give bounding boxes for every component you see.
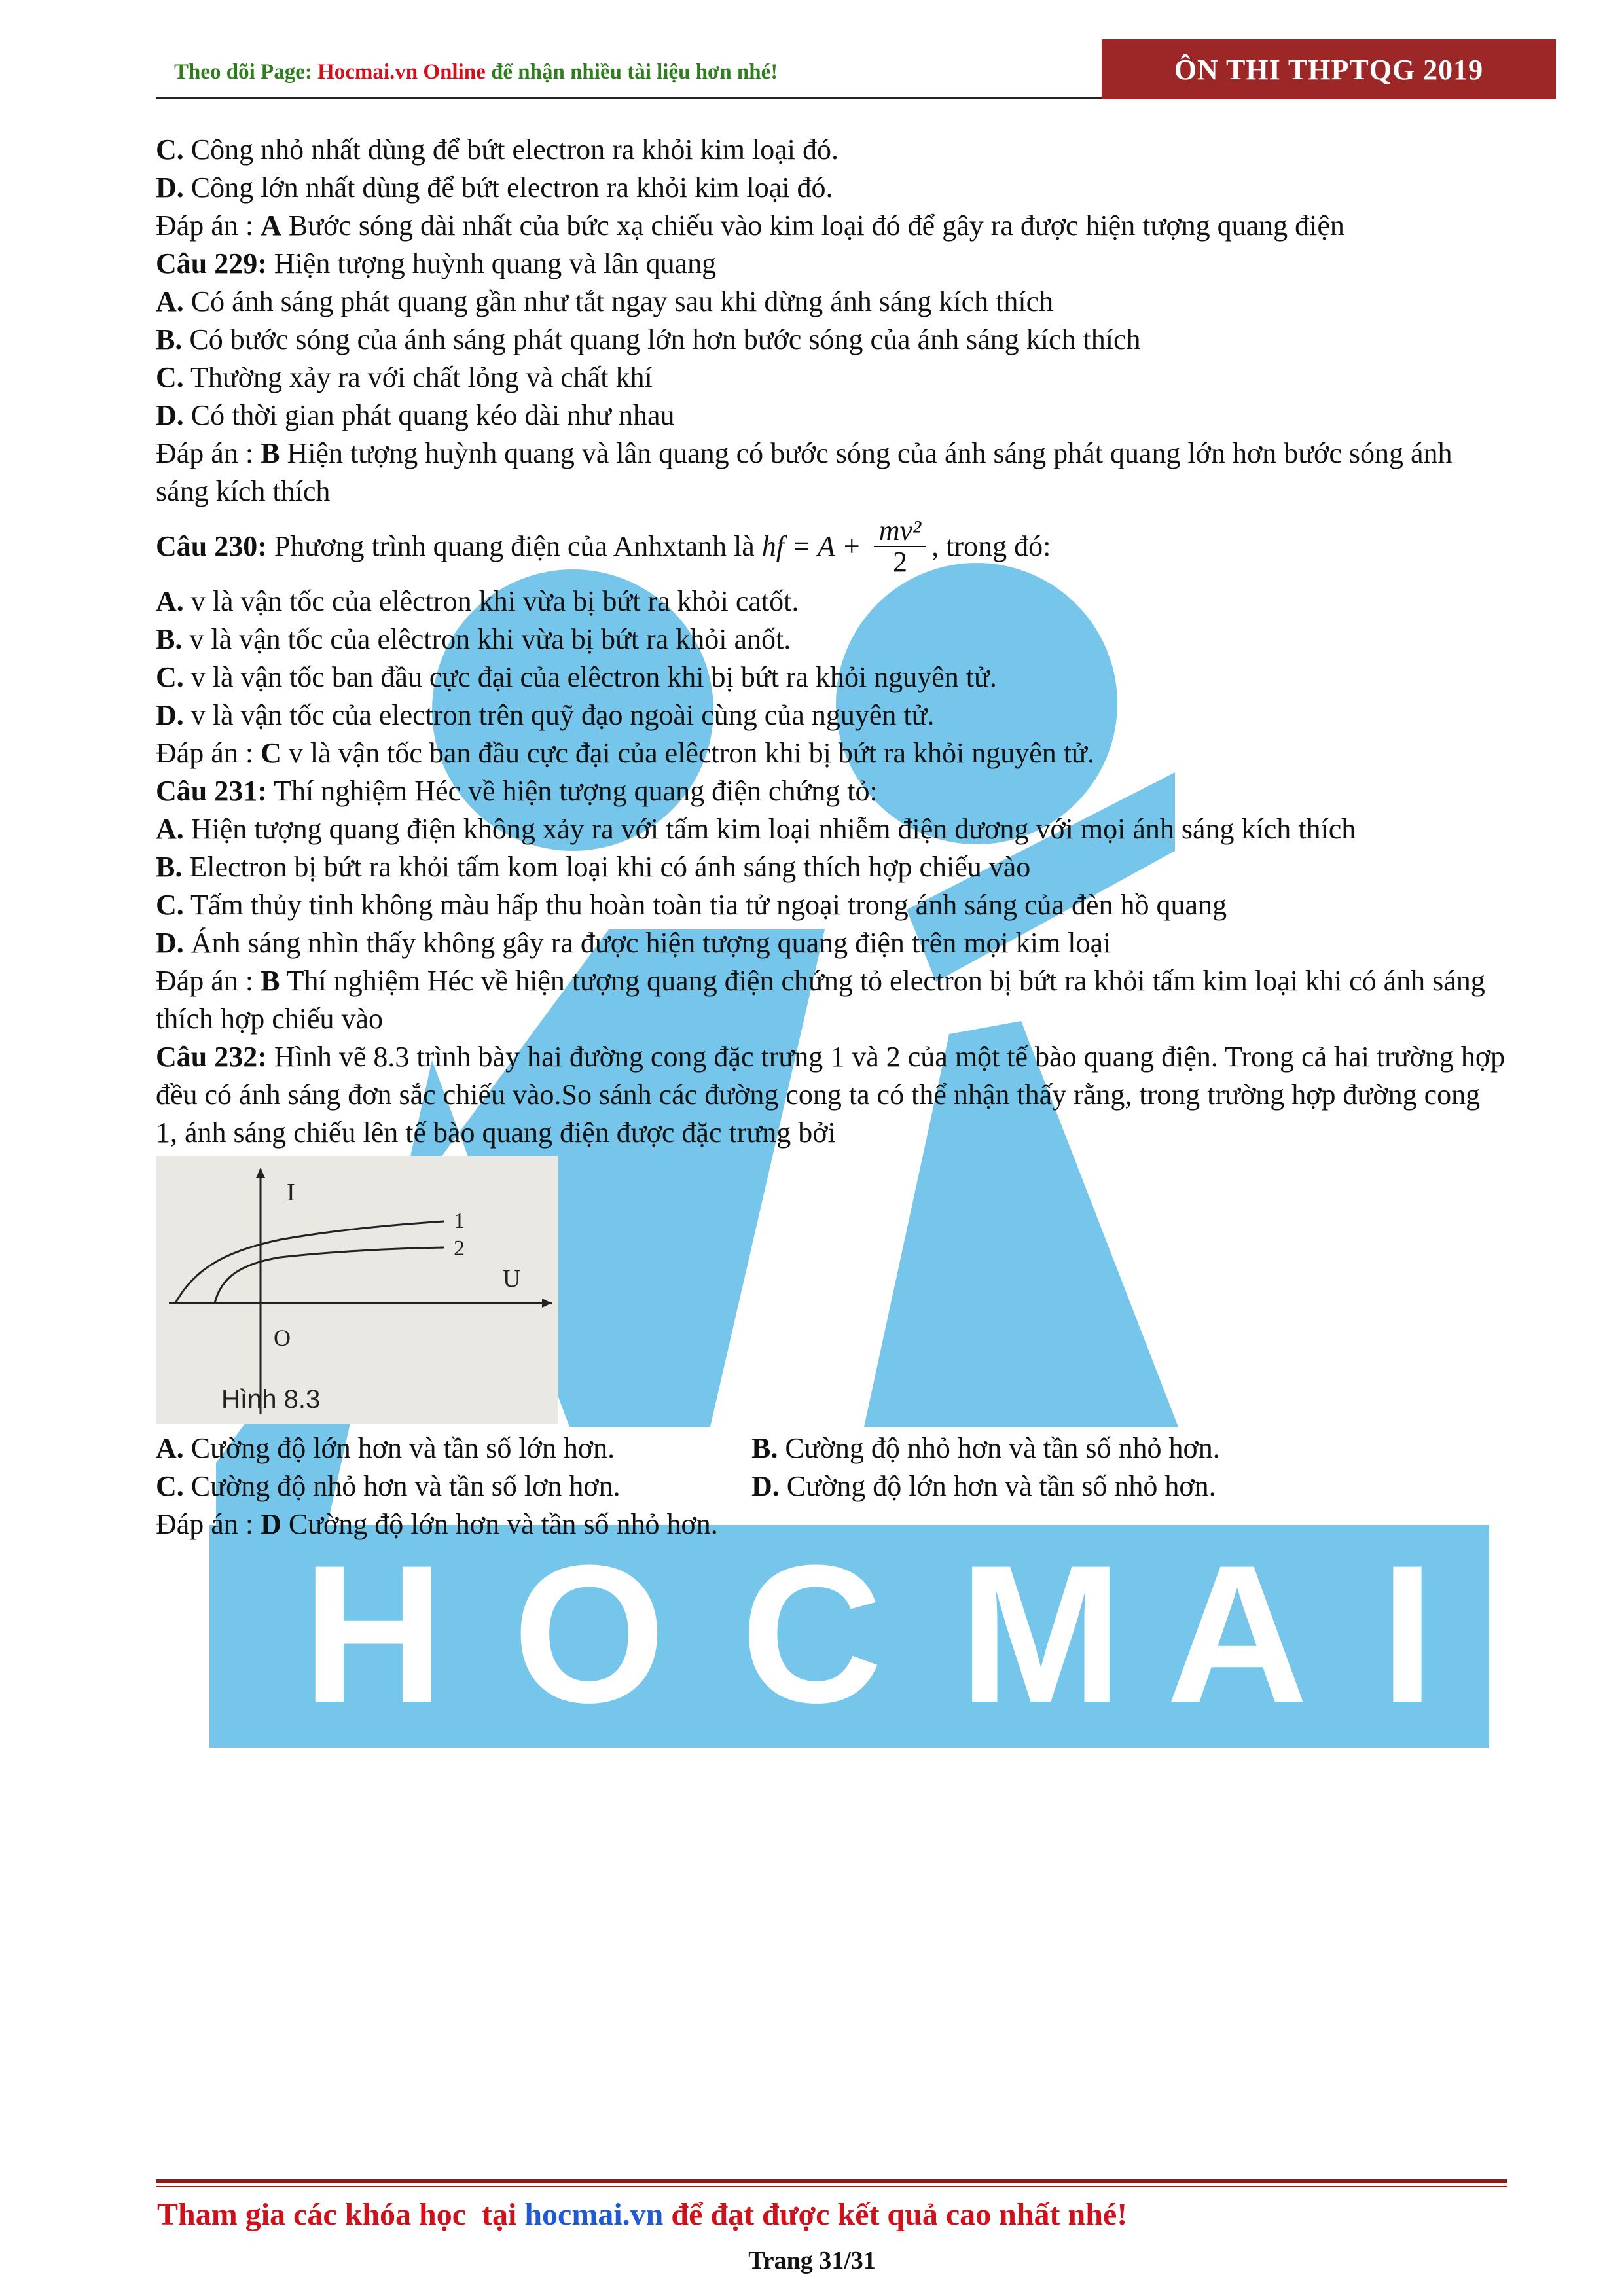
bold-label: C: [261, 737, 281, 769]
answer-line: [156, 734, 1507, 772]
text-span: Cường độ lớn hơn và tần số nhỏ hơn.: [281, 1508, 718, 1540]
question-232: [156, 1038, 1507, 1152]
bold-label: B.: [156, 323, 183, 355]
text-span: Công lớn nhất dùng để bứt electron ra khỏi kim loại đó.: [183, 171, 833, 204]
header-note-text: để nhận nhiều tài liệu hơn nhé!: [485, 60, 778, 84]
question-229: [156, 245, 1507, 283]
bold-label: B: [261, 437, 280, 469]
option-line: [751, 1467, 1471, 1505]
y-axis-arrow: [256, 1168, 265, 1178]
bold-label: A.: [156, 1432, 184, 1464]
text-span: Có thời gian phát quang kéo dài như nhau: [183, 399, 675, 431]
bold-label: C.: [156, 1470, 184, 1502]
watermark-letter: I: [1380, 1524, 1435, 1744]
option-line: [156, 1467, 751, 1505]
option-line: [156, 583, 1507, 620]
y-label: I: [287, 1179, 295, 1206]
text-span: Công nhỏ nhất dùng để bứt electron ra khỏi kim loại đó.: [183, 134, 839, 166]
text-span: Đáp án :: [156, 1508, 261, 1540]
bold-label: Câu 230:: [156, 530, 267, 562]
question-230: [156, 511, 1507, 583]
text-span: Phương trình quang điện của Anhxtanh là: [266, 530, 762, 562]
option-line: [156, 131, 1507, 169]
option-line: [156, 848, 1507, 886]
bold-label: D: [261, 1508, 281, 1540]
bold-label: D.: [156, 399, 184, 431]
bold-label: A.: [156, 585, 184, 617]
bold-label: Câu 229:: [156, 247, 267, 279]
footer-rule: [156, 2186, 1507, 2187]
text-span: Hiện tượng huỳnh quang và lân quang có bước sóng của ánh sáng phát quang lớn hơn bước sóng ánh sáng kích thích: [156, 437, 1453, 507]
bold-label: B.: [751, 1432, 778, 1464]
watermark-letter: H: [302, 1524, 444, 1744]
text-span: Hiện tượng huỳnh quang và lân quang: [266, 247, 717, 279]
x-axis-arrow: [542, 1299, 552, 1308]
header-note: [174, 60, 778, 84]
page-header: [0, 0, 1624, 105]
figure-graph: [156, 1156, 558, 1424]
bold-label: B.: [156, 623, 183, 655]
answer-line: [156, 207, 1507, 245]
option-line: [156, 924, 1507, 962]
text-span: Hiện tượng quang điện không xảy ra với tấm kim loại nhiễm điện dương với mọi ánh sáng kích thích: [183, 813, 1356, 845]
bold-label: A.: [156, 285, 184, 317]
option-line: [156, 658, 1507, 696]
figure-caption: Hình 8.3: [221, 1385, 321, 1414]
question-231: [156, 772, 1507, 810]
option-line: [156, 169, 1507, 207]
option-line: [156, 321, 1507, 359]
text-span: Thường xảy ra với chất lỏng và chất khí: [183, 361, 653, 393]
option-line: [156, 397, 1507, 435]
header-note-link[interactable]: Hocmai.vn Online: [317, 60, 486, 84]
bold-label: C.: [156, 134, 184, 166]
option-line: [156, 359, 1507, 397]
footer-text: Tham gia các khóa học tại hocmai.vn để đạt được kết quả cao nhất nhé!: [157, 2197, 1128, 2232]
header-badge: ÔN THI THPTQG 2019: [1102, 39, 1556, 99]
text-span: v là vận tốc của elêctron khi vừa bị bứt ra khỏi catốt.: [183, 585, 799, 617]
origin-label: O: [274, 1325, 291, 1351]
figure-8-3: [156, 1156, 558, 1424]
answer-line: [156, 1505, 1507, 1543]
option-line: [156, 620, 1507, 658]
footer-link[interactable]: hocmai.vn: [524, 2197, 664, 2232]
option-line: [156, 1429, 751, 1467]
text-span: Thí nghiệm Héc về hiện tượng quang điện chứng tỏ:: [266, 775, 878, 807]
bold-label: C.: [156, 889, 184, 921]
text-span: Đáp án :: [156, 965, 261, 997]
curve-2: [215, 1247, 444, 1303]
text-span: Ánh sáng nhìn thấy không gây ra được hiện tượng quang điện trên mọi kim loại: [183, 927, 1111, 959]
text-span: Đáp án :: [156, 437, 261, 469]
header-note-text: Theo dõi Page:: [174, 60, 318, 84]
formula-denominator: 2: [892, 546, 907, 578]
bold-label: C.: [156, 361, 184, 393]
option-line: [156, 810, 1507, 848]
formula-numerator: mv²: [874, 516, 927, 547]
bold-label: Câu 232:: [156, 1041, 267, 1073]
answer-line: [156, 962, 1507, 1038]
option-line: [751, 1429, 1471, 1467]
watermark-letter: C: [740, 1524, 883, 1744]
text-span: Bước sóng dài nhất của bức xạ chiếu vào kim loại đó để gây ra được hiện tượng quang điện: [281, 209, 1344, 242]
document-body: [156, 131, 1507, 1543]
text-span: v là vận tốc của elêctron khi vừa bị bứt ra khỏi anốt.: [182, 623, 791, 655]
bold-label: Câu 231:: [156, 775, 267, 807]
text-span: Đáp án :: [156, 737, 261, 769]
page-number: Trang 31/31: [748, 2247, 876, 2274]
bold-label: C.: [156, 661, 184, 693]
option-line: [156, 696, 1507, 734]
text-span: Electron bị bứt ra khỏi tấm kom loại khi có ánh sáng thích hợp chiếu vào: [182, 851, 1031, 883]
bold-label: D.: [156, 171, 184, 204]
text-span: Có ánh sáng phát quang gần như tắt ngay sau khi dừng ánh sáng kích thích: [183, 285, 1054, 317]
bold-label: D.: [156, 699, 184, 731]
header-rule: [156, 97, 1102, 99]
curve-1-label: 1: [454, 1209, 465, 1233]
footer-rule: [156, 2179, 1507, 2183]
text-span: v là vận tốc ban đầu cực đại của elêctron khi bị bứt ra khỏi nguyên tử.: [281, 737, 1094, 769]
text-span: v là vận tốc của electron trên quỹ đạo ngoài cùng của nguyên tử.: [183, 699, 935, 731]
text-span: Cường độ nhỏ hơn và tần số lơn hơn.: [183, 1470, 621, 1502]
bold-label: D.: [156, 927, 184, 959]
bold-label: A: [261, 209, 281, 242]
x-label: U: [503, 1265, 521, 1293]
watermark-letter: O: [513, 1524, 666, 1744]
text-span: Cường độ lớn hơn và tần số nhỏ hơn.: [779, 1470, 1216, 1502]
text-span: Đáp án :: [156, 209, 261, 242]
formula-fraction: [874, 516, 927, 577]
option-line: [156, 886, 1507, 924]
text-span: v là vận tốc ban đầu cực đại của elêctron khi bị bứt ra khỏi nguyên tử.: [183, 661, 997, 693]
option-line: [156, 283, 1507, 321]
watermark-letter: A: [1166, 1524, 1308, 1744]
text-span: Thí nghiệm Héc về hiện tượng quang điện chứng tỏ electron bị bứt ra khỏi tấm kim loại khi có ánh sáng thích hợp chiếu vào: [156, 965, 1485, 1035]
text-span: Cường độ lớn hơn và tần số lớn hơn.: [183, 1432, 615, 1464]
text-span: Có bước sóng của ánh sáng phát quang lớn hơn bước sóng của ánh sáng kích thích: [182, 323, 1141, 355]
curve-1: [175, 1221, 444, 1303]
text-span: Cường độ nhỏ hơn và tần số nhỏ hơn.: [778, 1432, 1220, 1464]
options-grid: [156, 1429, 1507, 1505]
bold-label: D.: [751, 1470, 780, 1502]
bold-label: B: [261, 965, 280, 997]
answer-line: [156, 435, 1507, 511]
curve-2-label: 2: [454, 1236, 465, 1261]
formula-left: hf = A +: [761, 530, 869, 562]
watermark-letter: M: [959, 1524, 1123, 1744]
text-span: , trong đó:: [931, 530, 1051, 562]
bold-label: A.: [156, 813, 184, 845]
bold-label: B.: [156, 851, 183, 883]
text-span: Tấm thủy tinh không màu hấp thu hoàn toàn tia tử ngoại trong ánh sáng của đèn hồ quang: [183, 889, 1227, 921]
text-span: Hình vẽ 8.3 trình bày hai đường cong đặc trưng 1 và 2 của một tế bào quang điện. Trong cả hai trường hợp đều có ánh sáng đơn sắc chiếu vào.So sánh các đường cong ta có thể nhận thấy rằng, trong trường hợp đường cong 1, ánh sáng chiếu lên tế bào quang điện được đặc trưng bởi: [156, 1041, 1506, 1149]
